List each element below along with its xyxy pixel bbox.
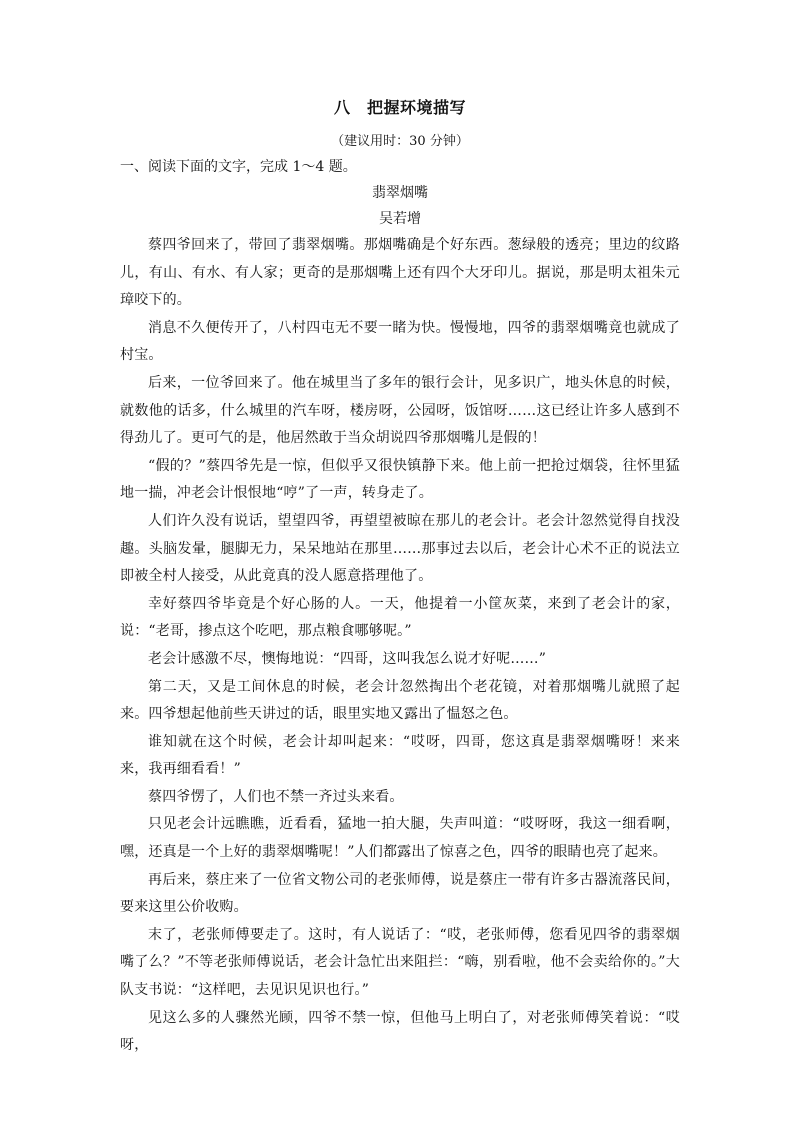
paragraph-2: 消息不久便传开了，八村四屯无不要一睹为快。慢慢地，四爷的翡翠烟嘴竟也就成了村宝。 (120, 319, 680, 364)
paragraph-1: 蔡四爷回来了，带回了翡翠烟嘴。那烟嘴确是个好东西。葱绿般的透亮；里边的纹路儿，有山、有水、有人家；更奇的是那烟嘴上还有四个大牙印儿。据说，那是明太祖朱元璋咬下的。 (120, 237, 680, 309)
paragraph-14: 见这么多的人骤然光顾，四爷不禁一惊，但他马上明白了，对老张师傅笑着说：“哎呀， (120, 1009, 680, 1054)
story-title: 翡翠烟嘴 (372, 185, 428, 201)
story-author: 吴若增 (379, 211, 421, 227)
paragraph-5: 人们许久没有说话，望望四爷，再望望被晾在那儿的老会计。老会计忽然觉得自找没趣。头脑发暈，腿脚无力，呆呆地站在那里……那事过去以后，老会计心术不正的说法立即被全村人接受，从此竟真的没人愿意搭理他了。 (120, 512, 680, 585)
paragraph-3: 后来，一位爷回来了。他在城里当了多年的银行会计，见多识广，地头休息的时候，就数他的话多，什么城里的汽车呀，楼房呀，公园呀，饭馆呀……这已经让许多人感到不得劲儿了。更可气的是，他居然敢于当众胡说四爷那烟嘴儿是假的！ (120, 374, 680, 447)
document-content (120, 96, 680, 1060)
paragraph-8: 第二天，又是工间休息的时候，老会计忽然掏出个老花镜，对着那烟嘴儿就照了起来。四爷想起他前些天讲过的话，眼里实地又露出了愠怒之色。 (120, 678, 680, 723)
paragraph-10: 蔡四爷愣了，人们也不禁一齐过头来看。 (148, 788, 404, 805)
time-note: （建议用时：30 分钟） (331, 134, 469, 149)
paragraph-6: 幸好蔡四爷毕竟是个好心肠的人。一天，他提着一小筐灰菜，来到了老会计的家，说：“老哥，掺点这个吃吧，那点粮食哪够呢。” (120, 595, 680, 640)
paragraph-13: 末了，老张师傅要走了。这时，有人说话了：“哎，老张师傅，您看见四爷的翡翠烟嘴了么？”不等老张师傅说话，老会计急忙出来阻拦：“嗨，别看啦，他不会卖给你的。”大队支书说：“这样吧，去见识见识也行。” (120, 926, 680, 999)
paragraph-11: 只见老会计远瞧瞧，近看看，猛地一拍大腿，失声叫道：“哎呀呀，我这一细看啊，嘿，还真是一个上好的翡翠烟嘴呢！”人们都露出了惊喜之色，四爷的眼睛也亮了起来。 (120, 816, 680, 861)
section-instruction: 一、阅读下面的文字，完成 1～4 题。 (120, 159, 357, 175)
paragraph-9: 谁知就在这个时候，老会计却叫起来：“哎呀，四哥，您这真是翡翠烟嘴呀！来来来，我再细看看！” (120, 733, 680, 778)
paragraph-7: 老会计感激不尽，懊悔地说：“四哥，这叫我怎么说才好呢……” (148, 650, 547, 667)
page-title: 八 把握环境描写 (333, 98, 466, 117)
paragraph-4: “假的？”蔡四爷先是一惊，但似乎又很快镇静下来。他上前一把抢过烟袋，往怀里猛地一揣，冲老会计恨恨地“哼”了一声，转身走了。 (120, 457, 680, 502)
paragraph-12: 再后来，蔡庄来了一位省文物公司的老张师傅，说是蔡庄一带有许多古器流落民间，要来这里公价收购。 (120, 871, 680, 916)
